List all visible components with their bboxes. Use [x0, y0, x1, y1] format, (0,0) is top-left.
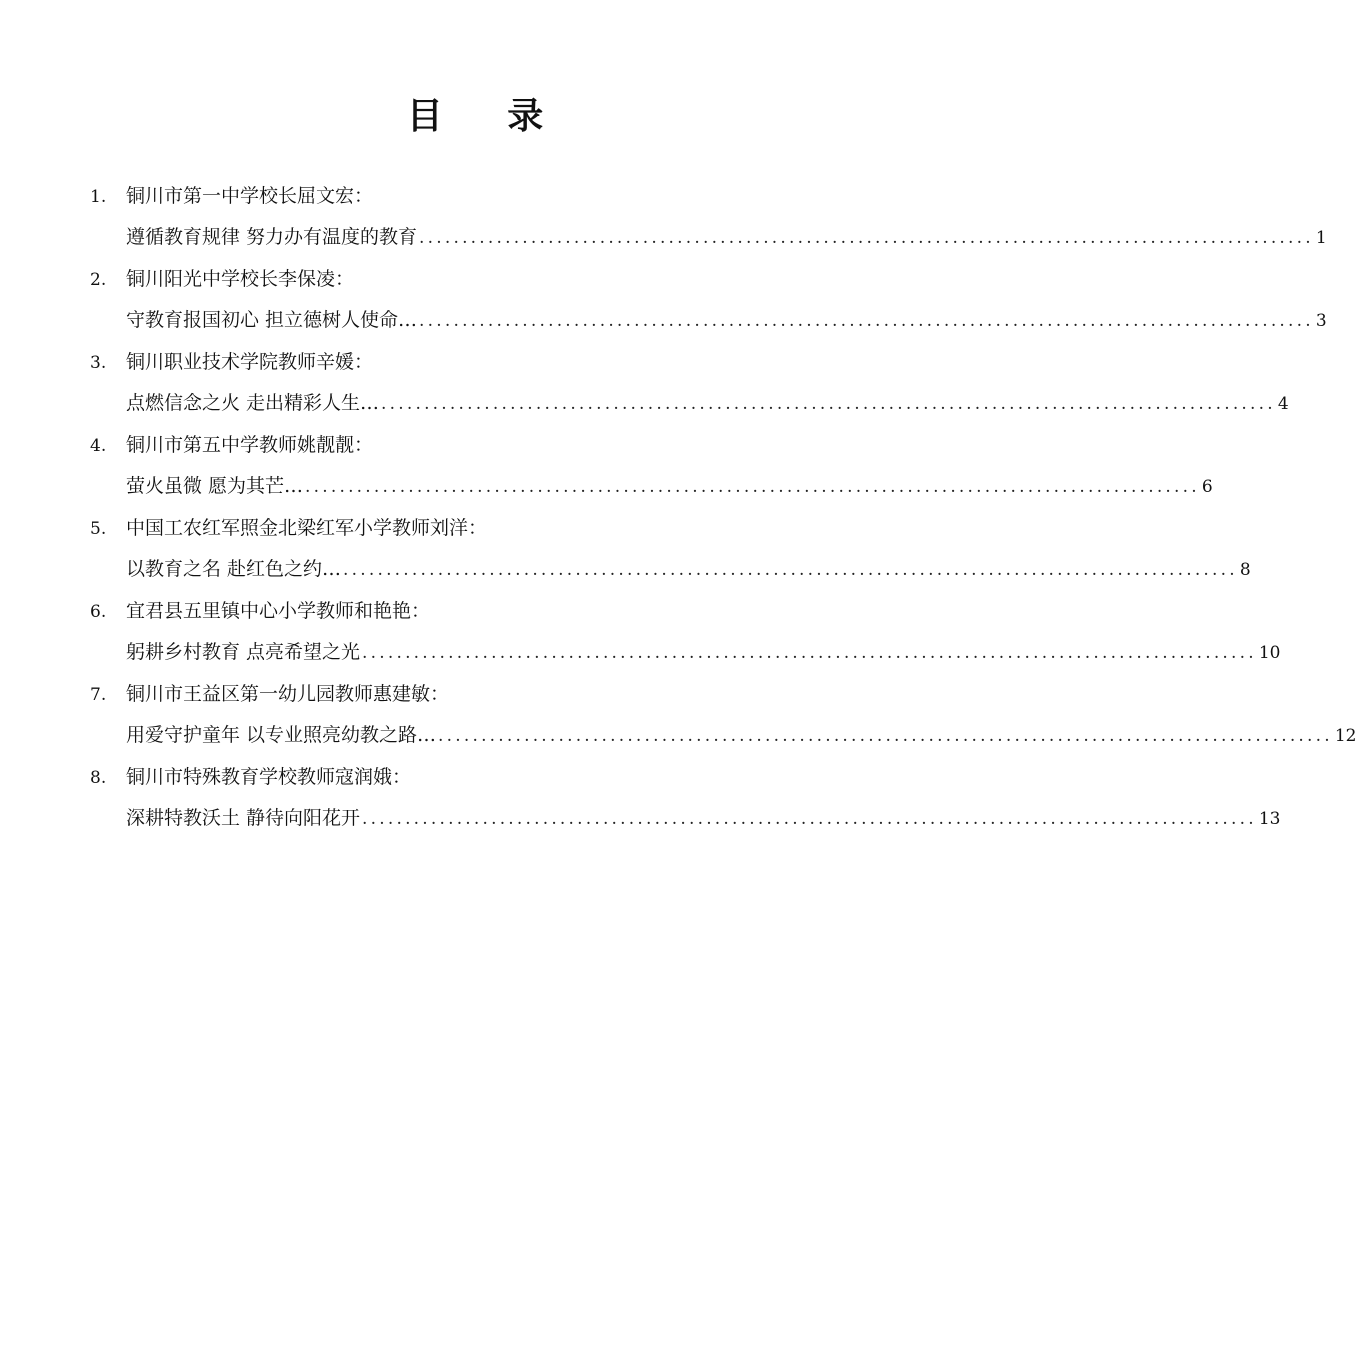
toc-entry-subtitle-line: [90, 465, 1213, 508]
toc-entry-author: 铜川市王益区第一幼儿园教师惠建敏：: [126, 683, 450, 705]
dot-leader: ........................................................................................................: [438, 726, 1333, 746]
toc-entry-subtitle-line: [90, 299, 1327, 342]
toc-entry-subtitle: 用爱守护童年 以专业照亮幼教之路…: [126, 724, 437, 746]
toc-entry[interactable]: [90, 176, 1327, 259]
toc-entry[interactable]: [90, 591, 1281, 674]
toc-entry-page: 4: [1277, 394, 1289, 414]
dot-leader: ........................................................................................................: [381, 394, 1276, 414]
toc-entry-subtitle: 深耕特教沃土 静待向阳花开: [126, 807, 361, 829]
toc-entry-subtitle: 躬耕乡村教育 点亮希望之光: [126, 641, 361, 663]
toc-entry-author-line: [90, 591, 860, 631]
dot-leader: ........................................................................................................: [419, 311, 1314, 331]
toc-entry-number: 6.: [90, 602, 107, 622]
toc-entry-author-line: [90, 342, 860, 382]
toc-entry[interactable]: [90, 259, 1327, 342]
toc-entry-author-line: [90, 176, 860, 216]
toc-entry-number: 7.: [90, 685, 107, 705]
toc-entry-subtitle: 守教育报国初心 担立德树人使命…: [126, 309, 418, 331]
page-title: 目 录: [406, 95, 570, 137]
toc-entry-subtitle: 萤火虽微 愿为其芒…: [126, 475, 304, 497]
toc-entry-author: 中国工农红军照金北梁红军小学教师刘洋：: [126, 517, 488, 539]
toc-entry-author: 铜川阳光中学校长李保凌：: [126, 268, 355, 290]
toc-entry-author: 铜川职业技术学院教师辛媛：: [126, 351, 374, 373]
toc-entry-page: 3: [1315, 311, 1327, 331]
toc-entry-author: 铜川市第一中学校长屈文宏：: [126, 185, 374, 207]
toc-entry-number: 3.: [90, 353, 107, 373]
dot-leader: ........................................................................................................: [362, 809, 1257, 829]
toc-entry[interactable]: [90, 674, 1356, 757]
toc-entry-author-line: [90, 508, 860, 548]
toc-entry-subtitle-line: [90, 548, 1251, 591]
toc-entry-subtitle-line: [90, 714, 1356, 757]
toc-entry-author: 宜君县五里镇中心小学教师和艳艳：: [126, 600, 431, 622]
toc-entry[interactable]: [90, 757, 1281, 840]
toc-entry-subtitle-line: [90, 797, 1281, 840]
dot-leader: ........................................................................................................: [305, 477, 1200, 497]
toc-entry-author: 铜川市特殊教育学校教师寇润娥：: [126, 766, 412, 788]
toc-entry-page: 12: [1334, 726, 1356, 746]
table-of-contents: [90, 176, 1356, 840]
toc-entry-number: 5.: [90, 519, 107, 539]
toc-entry-author: 铜川市第五中学教师姚靓靓：: [126, 434, 374, 456]
toc-entry-subtitle: 遵循教育规律 努力办有温度的教育: [126, 226, 418, 248]
toc-entry-page: 10: [1258, 643, 1281, 663]
toc-entry-page: 1: [1315, 228, 1327, 248]
dot-leader: ........................................................................................................: [362, 643, 1257, 663]
toc-entry-number: 2.: [90, 270, 107, 290]
dot-leader: ........................................................................................................: [343, 560, 1238, 580]
toc-entry-number: 8.: [90, 768, 107, 788]
toc-entry-subtitle-line: [90, 216, 1327, 259]
toc-entry-author-line: [90, 757, 860, 797]
toc-entry-page: 13: [1258, 809, 1281, 829]
toc-entry-author-line: [90, 674, 860, 714]
toc-entry[interactable]: [90, 342, 1289, 425]
toc-entry-page: 6: [1201, 477, 1213, 497]
toc-entry-page: 8: [1239, 560, 1251, 580]
toc-entry-subtitle: 点燃信念之火 走出精彩人生…: [126, 392, 380, 414]
toc-entry-number: 4.: [90, 436, 107, 456]
toc-entry-subtitle-line: [90, 631, 1281, 674]
toc-entry-number: 1.: [90, 187, 107, 207]
toc-entry-subtitle: 以教育之名 赴红色之约…: [126, 558, 342, 580]
toc-entry-author-line: [90, 259, 860, 299]
toc-entry[interactable]: [90, 425, 1213, 508]
dot-leader: ........................................................................................................: [419, 228, 1314, 248]
toc-entry[interactable]: [90, 508, 1251, 591]
toc-entry-subtitle-line: [90, 382, 1289, 425]
toc-entry-author-line: [90, 425, 860, 465]
